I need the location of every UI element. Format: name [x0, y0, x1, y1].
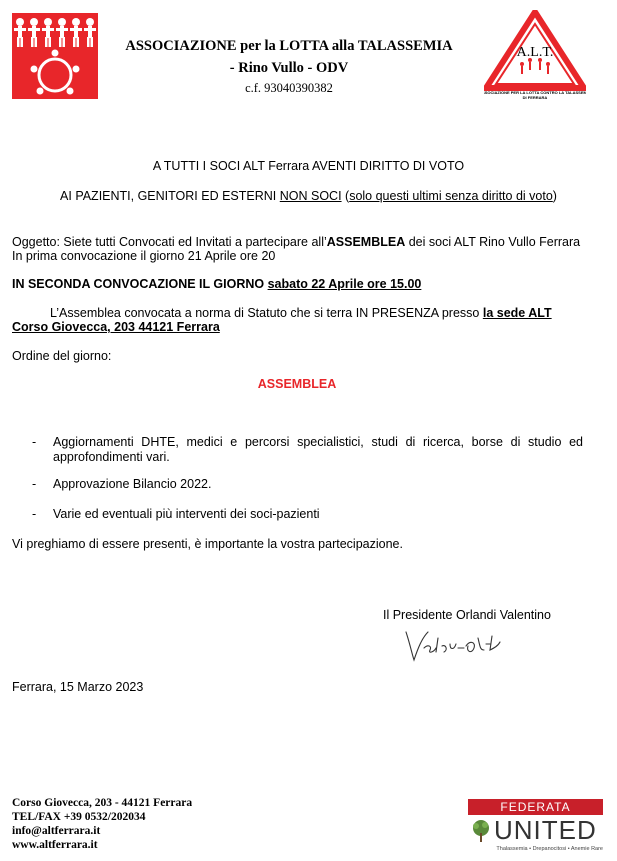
- association-subtitle: - Rino Vullo - ODV: [229, 60, 349, 76]
- alt-logo-caption: ASSOCIAZIONE PER LA LOTTA CONTRO LA TALASSEMIA: [484, 90, 586, 95]
- recipients-line-2: AI PAZIENTI, GENITORI ED ESTERNI NON SOCI (solo questi ultimi senza diritto di voto): [60, 189, 557, 203]
- alt-logo-caption2: DI FERRARA: [522, 95, 548, 100]
- tree-icon: [470, 819, 492, 843]
- location-line-2: Corso Giovecca, 203 44121 Ferrara: [12, 320, 220, 334]
- footer-email[interactable]: info@altferrara.it: [12, 825, 101, 837]
- badge-top: FEDERATA: [468, 799, 603, 815]
- logo-left-icon: [12, 13, 98, 99]
- footer-website[interactable]: www.altferrara.it: [12, 839, 98, 851]
- agenda-title: ASSEMBLEA: [257, 377, 337, 391]
- list-item: - Varie ed eventuali più interventi dei soci-pazienti: [32, 507, 320, 521]
- closing-text: Vi preghiamo di essere presenti, è importante la vostra partecipazione.: [12, 537, 403, 551]
- united-badge: [468, 799, 603, 855]
- association-title: ASSOCIAZIONE per la LOTTA alla TALASSEMIA: [125, 38, 453, 54]
- footer-phone: TEL/FAX +39 0532/202034: [12, 811, 146, 823]
- location-line-1: L’Assemblea convocata a norma di Statuto che si terra IN PRESENZA presso la sede ALT: [50, 306, 552, 320]
- alt-logo-text: A.L.T.: [516, 45, 554, 60]
- recipients-line-1: A TUTTI I SOCI ALT Ferrara AVENTI DIRITTO DI VOTO: [152, 159, 465, 173]
- subject-line-1: Oggetto: Siete tutti Convocati ed Invitati a partecipare all’ASSEMBLEA dei soci ALT Rino Vullo Ferrara: [12, 235, 581, 249]
- footer-address: Corso Giovecca, 203 - 44121 Ferrara: [12, 797, 193, 809]
- list-item: - Approvazione Bilancio 2022.: [32, 477, 212, 491]
- date-place: Ferrara, 15 Marzo 2023: [12, 680, 144, 694]
- subject-line-2: In prima convocazione il giorno 21 Aprile ore 20: [12, 249, 276, 263]
- signature-title: Il Presidente Orlandi Valentino: [383, 608, 551, 622]
- alt-logo: [484, 10, 586, 100]
- badge-main: UNITED: [494, 815, 597, 845]
- agenda-label: Ordine del giorno:: [12, 349, 112, 363]
- handwritten-signature: [400, 628, 510, 664]
- list-item: - Aggiornamenti DHTE, medici e percorsi specialistici, studi di ricerca, borse di studio ed approfondimenti vari.: [32, 435, 583, 464]
- badge-caption: Thalassemia • Drepanocitosi • Anemie Rare: [496, 846, 603, 852]
- fiscal-code: c.f. 93040390382: [245, 81, 333, 95]
- second-convocation: IN SECONDA CONVOCAZIONE IL GIORNO sabato 22 Aprile ore 15.00: [12, 277, 422, 291]
